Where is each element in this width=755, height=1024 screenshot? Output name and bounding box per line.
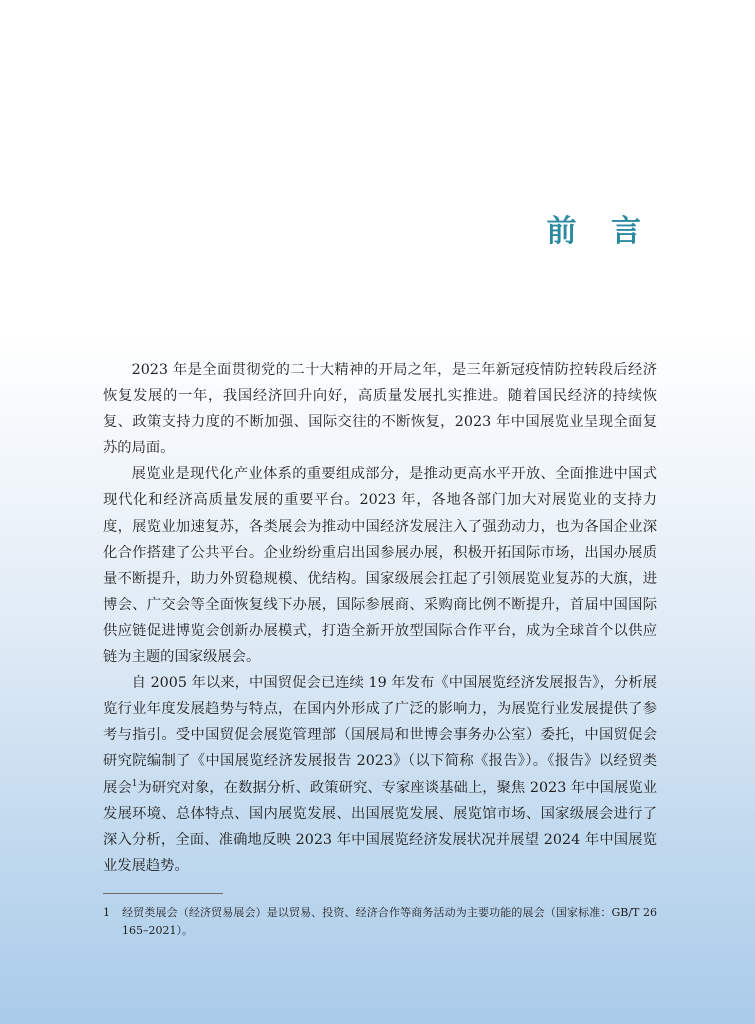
footnote-reference[interactable]: 1 (131, 778, 138, 789)
page-title: 前 言 (546, 214, 653, 249)
footnote (103, 904, 657, 940)
paragraph-3-part-2: 为研究对象，在数据分析、政策研究、专家座谈基础上，聚焦 2023 年中国展览业发展环境、总体特点、国内展览发展、出国展览发展、展览馆市场、国家级展会进行了深入分析，全面、准确地反映 2023 年中国展览经济发展状况并展望 2024 年中国展览业发展趋势。 (103, 779, 657, 874)
paragraph-3-part-1: 自 2005 年以来，中国贸促会已连续 19 年发布《中国展览经济发展报告》，分析展览行业年度发展趋势与特点，在国内外形成了广泛的影响力，为展览行业发展提供了参考与指引。受中国贸促会展览管理部（国展局和世博会事务办公室）委托，中国贸促会研究院编制了《中国展览经济发展报告 2023》（以下简称《报告》）。《报告》以经贸类展会 (103, 675, 657, 796)
paragraph-1: 2023 年是全面贯彻党的二十大精神的开局之年，是三年新冠疫情防控转段后经济恢复发展的一年，我国经济回升向好，高质量发展扎实推进。随着国民经济的持续恢复、政策支持力度的不断加强、国际交往的不断恢复，2023 年中国展览业呈现全面复苏的局面。 (103, 362, 657, 457)
footnote-divider (103, 893, 223, 894)
paragraph-3 (103, 670, 657, 879)
paragraph-2: 展览业是现代化产业体系的重要组成部分，是推动更高水平开放、全面推进中国式现代化和经济高质量发展的重要平台。2023 年，各地各部门加大对展览业的支持力度，展览业加速复苏，各类展会为推动中国经济发展注入了强劲动力，也为各国企业深化合作搭建了公共平台。企业纷纷重启出国参展办展，积极开拓国际市场，出国办展质量不断提升，助力外贸稳规模、优结构。国家级展会扛起了引领展览业复苏的大旗，进博会、广交会等全面恢复线下办展，国际参展商、采购商比例不断提升，首届中国国际供应链促进博览会创新办展模式，打造全新开放型国际合作平台，成为全球首个以供应链为主题的国家级展会。 (103, 466, 657, 666)
footnote-text: 经贸类展会（经济贸易展会）是以贸易、投资、经济合作等商务活动为主要功能的展会（国家标准：GB/T 26165–2021）。 (122, 906, 657, 937)
footnote-number: 1 (103, 906, 110, 919)
preface-body (103, 357, 657, 879)
